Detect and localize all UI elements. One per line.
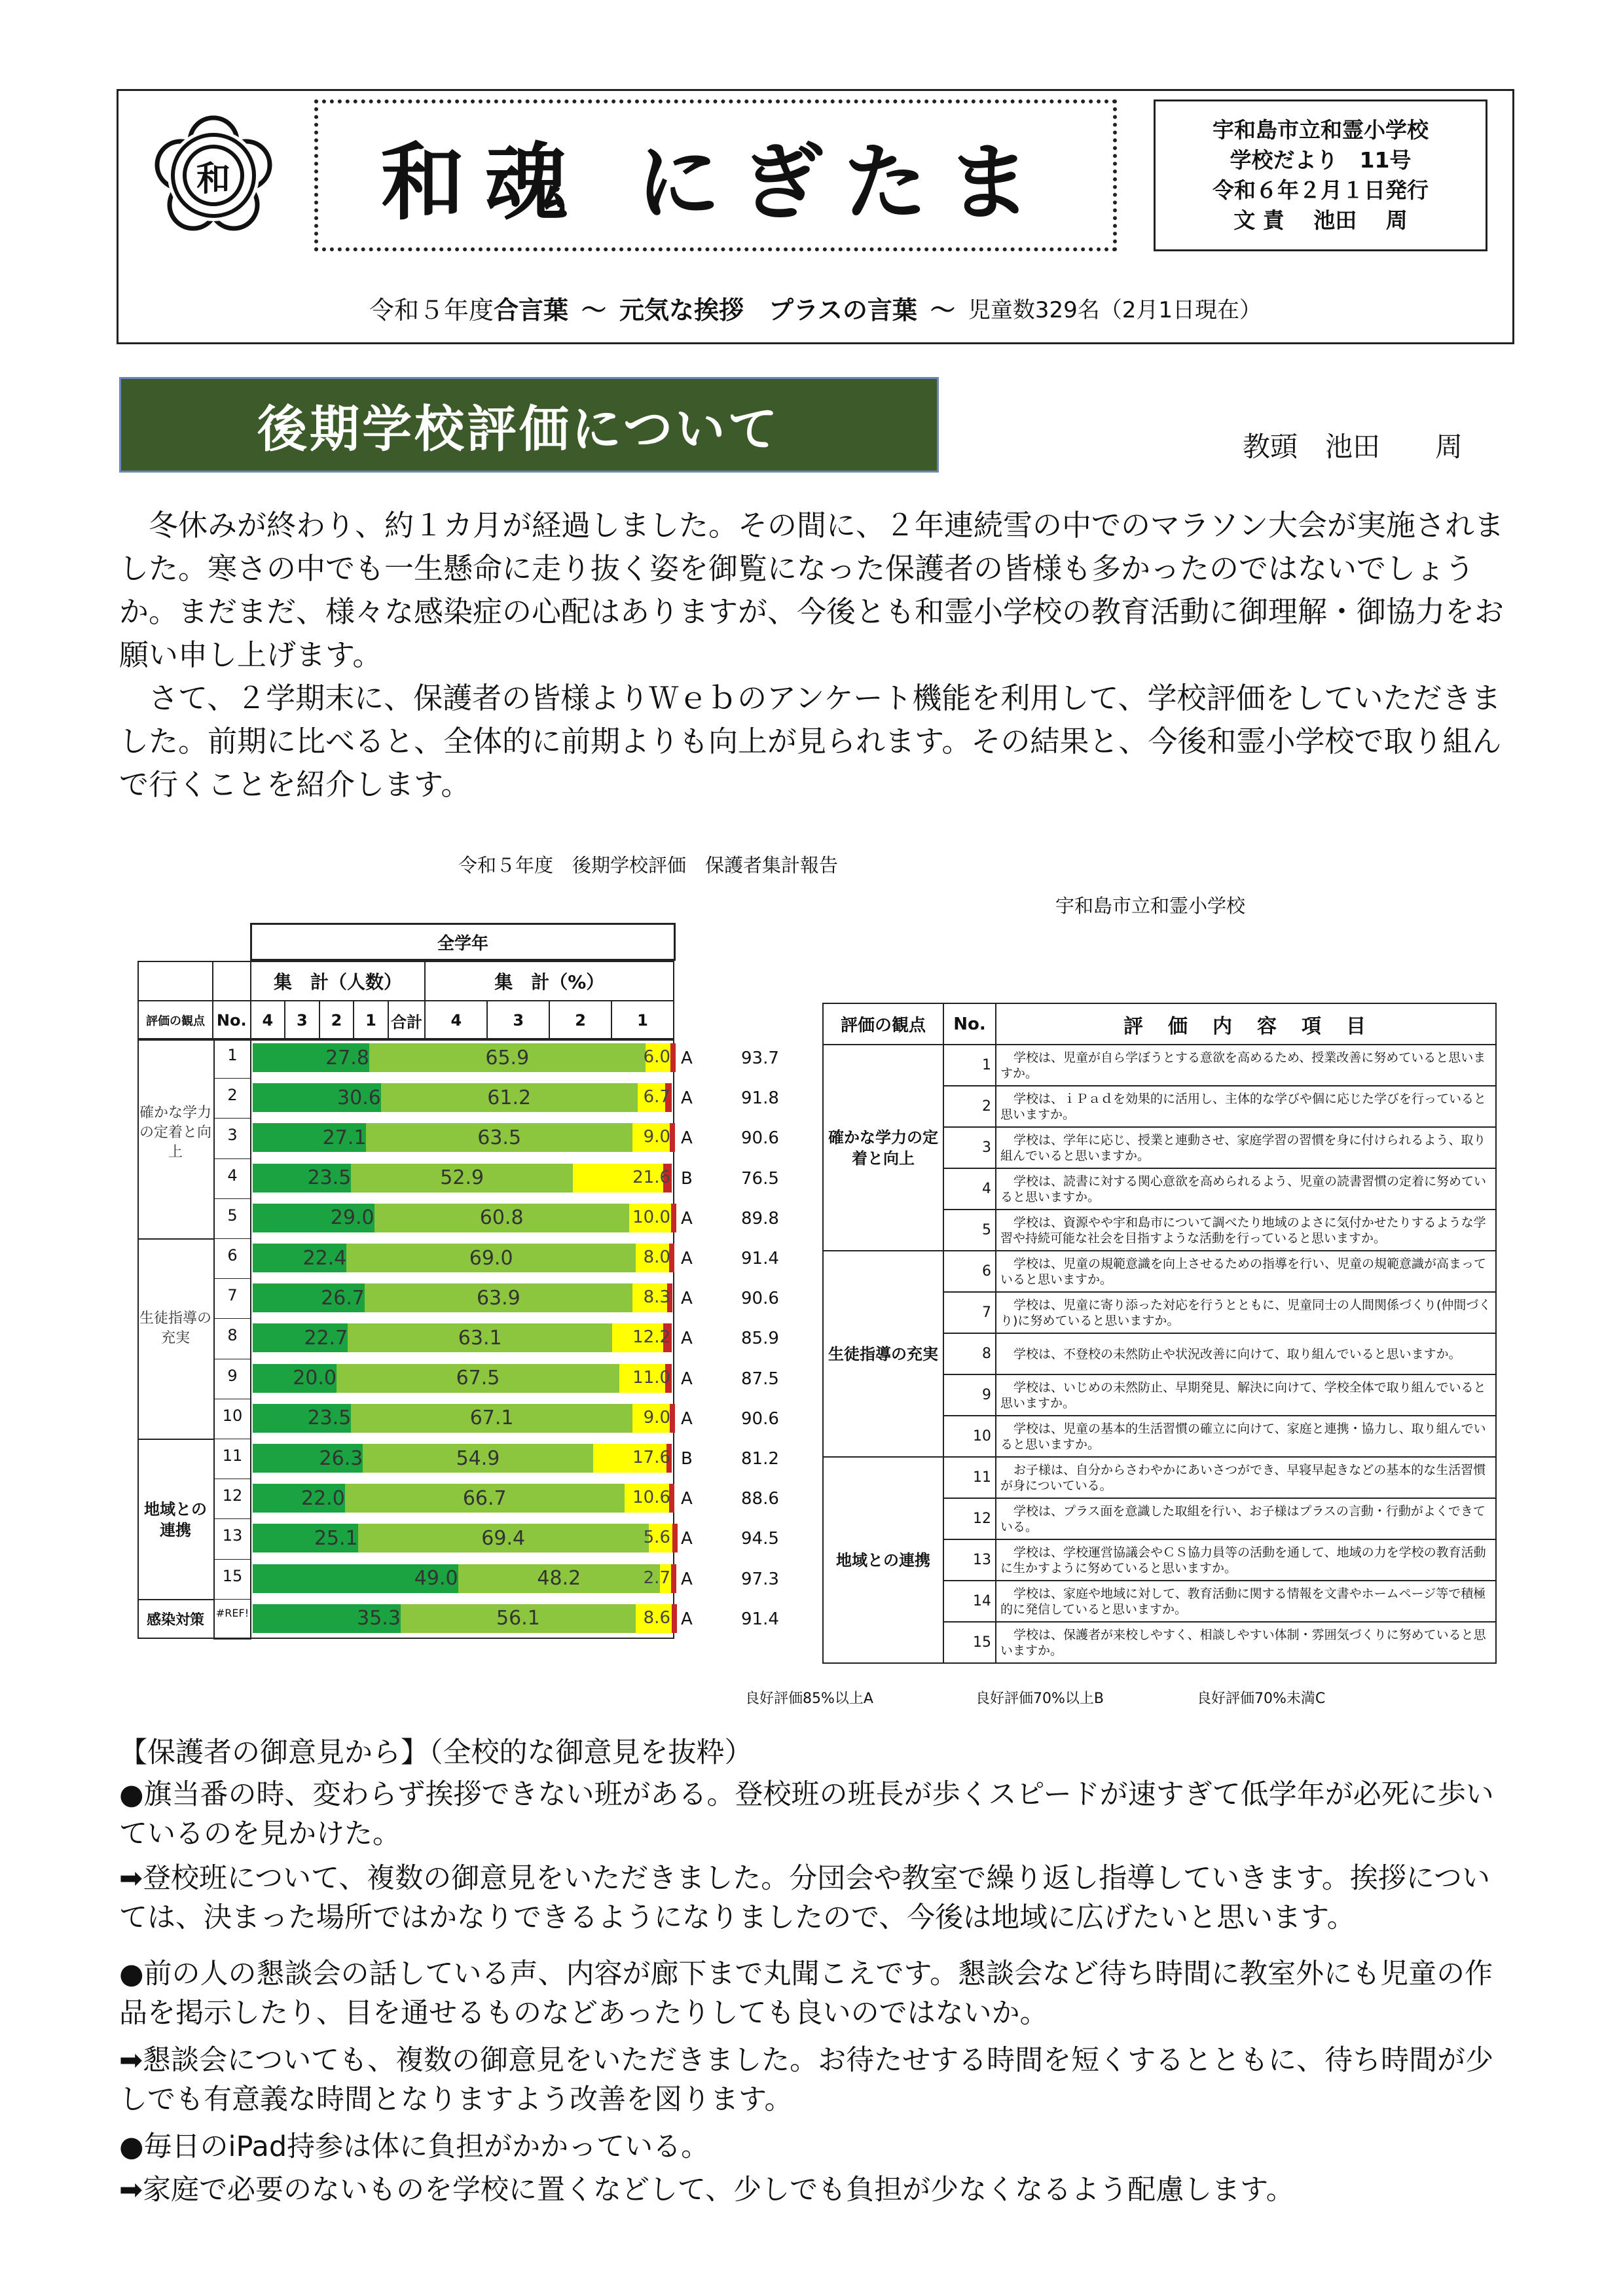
count-header: 集 計（人数）	[251, 961, 426, 1001]
bar-segment-4: 23.5	[253, 1164, 351, 1193]
group-label-academic: 確かな学力の定着と向上	[139, 1105, 211, 1160]
score-table	[137, 961, 674, 1041]
col-pct-1: 1	[611, 1001, 674, 1040]
row-number: 6	[227, 1246, 238, 1265]
report-title: 令和５年度 後期学校評価 保護者集計報告	[458, 854, 839, 876]
criteria-text: 学校は、保護者が来校しやすく、相談しやすい体制・雰囲気づくりに努めていると思いますか。	[996, 1622, 1496, 1663]
bar-minor-label: 11.0	[632, 1367, 670, 1388]
criteria-table	[822, 1003, 1497, 1664]
bar-minor-label: 17.6	[632, 1448, 670, 1467]
bar-minor-label: 5.6	[643, 1528, 670, 1548]
bar-segment-4: 22.4	[253, 1244, 346, 1272]
bar-segment-3: 54.9	[363, 1444, 593, 1473]
reply-3: ➡家庭で必要のないものを学校に置くなどして、少しでも負担が少なくなるよう配慮します。	[119, 2174, 1294, 2206]
newsletter-title-frame	[314, 99, 1117, 251]
bar-segment-3: 60.8	[374, 1204, 629, 1232]
bar-minor-label: 10.6	[632, 1488, 670, 1508]
bar-segment-3: 65.9	[369, 1043, 646, 1072]
motto-prefix: 令和５年度	[369, 295, 494, 325]
issue-writer: 文 責 池田 周	[1233, 207, 1408, 233]
criteria-rows	[823, 1045, 1496, 1663]
bar-minor-label: 12.2	[632, 1327, 670, 1348]
bar-minor-label: 21.6	[632, 1167, 670, 1187]
bar-segment-3: 67.5	[337, 1364, 619, 1393]
bar-segment-4: 26.3	[253, 1444, 363, 1473]
col-pct-4: 4	[425, 1001, 487, 1040]
col-count-4: 4	[251, 1001, 285, 1040]
bar-segment-3: 66.7	[345, 1484, 625, 1513]
bar-segment-4: 26.7	[253, 1283, 365, 1312]
pct-header: 集 計（%）	[425, 961, 674, 1001]
bar-segment-4: 22.0	[253, 1484, 345, 1513]
bar-segment-1	[672, 1604, 677, 1633]
bar-segment-3: 63.9	[365, 1283, 632, 1312]
col-count-2: 2	[319, 1001, 354, 1040]
row-rate: 89.8	[741, 1208, 779, 1229]
row-line	[213, 1118, 251, 1119]
bar-segment-1	[670, 1123, 675, 1152]
row-rate: 85.9	[741, 1329, 779, 1349]
row-grade: A	[681, 1049, 693, 1068]
group-label-community: 地域との連携	[144, 1500, 207, 1539]
row-rate: 91.4	[741, 1609, 779, 1629]
criteria-no: 10	[943, 1416, 996, 1457]
bar-segment-3: 69.4	[358, 1524, 649, 1552]
row-line	[213, 1599, 251, 1600]
row-line	[213, 1198, 251, 1199]
motto-tilde-1: ～	[581, 295, 606, 325]
criteria-row	[823, 1251, 1496, 1292]
row-line	[213, 1518, 251, 1519]
motto-tilde-2: ～	[930, 295, 955, 325]
section-author: 教頭 池田 周	[1243, 431, 1463, 463]
bar-minor-label: 10.0	[632, 1207, 670, 1227]
bar-segment-4: 20.0	[253, 1364, 337, 1393]
row-rate: 81.2	[741, 1449, 779, 1469]
row-line	[213, 1078, 251, 1079]
group-divider	[137, 1599, 213, 1600]
bar-segment-3: 63.5	[366, 1123, 632, 1152]
bar-segment-4: 29.0	[253, 1204, 374, 1232]
criteria-text: 学校は、児童の規範意識を向上させるための指導を行い、児童の規範意識が高まっていると思いますか。	[996, 1251, 1496, 1292]
bar-segment-3: 48.2	[458, 1564, 660, 1593]
opinion-1: ●旗当番の時、変わらず挨拶できない班がある。登校班の班長が歩くスピードが速すぎて低学年が必死に歩いているのを見かけた。	[119, 1778, 1494, 1850]
row-rate: 91.4	[741, 1249, 779, 1268]
row-rate: 93.7	[741, 1049, 779, 1068]
bar-segment-4: 23.5	[253, 1404, 351, 1433]
bar-minor-label: 8.0	[643, 1247, 670, 1267]
criteria-no: 6	[943, 1251, 996, 1292]
row-number: 5	[227, 1206, 238, 1225]
col-no: No.	[213, 1001, 251, 1040]
bar-segment-4: 25.1	[253, 1524, 358, 1552]
bar-segment-1	[671, 1564, 676, 1593]
criteria-no: 11	[943, 1457, 996, 1498]
rt-col-items: 評 価 内 容 項 目	[996, 1003, 1496, 1045]
criteria-row	[823, 1045, 1496, 1086]
row-line	[213, 1559, 251, 1560]
bar-segment-3: 56.1	[401, 1604, 636, 1633]
criteria-text: 学校は、いじめの未然防止、早期発見、解決に向けて、学校全体で取り組んでいると思いますか。	[996, 1374, 1496, 1416]
col-pct-3: 3	[487, 1001, 549, 1040]
bar-segment-3: 63.1	[348, 1323, 612, 1352]
criteria-group: 地域との連携	[823, 1457, 943, 1663]
row-number: 10	[222, 1406, 243, 1425]
bar-minor-label: 9.0	[643, 1407, 670, 1427]
student-count: 児童数329名（2月1日現在）	[968, 296, 1262, 323]
row-grade: A	[681, 1408, 693, 1429]
row-rate: 97.3	[741, 1569, 779, 1589]
col-count-1: 1	[354, 1001, 388, 1040]
criteria-no: 4	[943, 1168, 996, 1210]
row-line	[213, 1238, 251, 1239]
row-rate: 90.6	[741, 1289, 779, 1309]
bar-segment-3: 69.0	[346, 1244, 636, 1272]
opinion-3: ●毎日のiPad持参は体に負担がかかっている。	[119, 2130, 710, 2163]
bar-segment-4: 30.6	[253, 1083, 381, 1112]
criteria-no: 9	[943, 1374, 996, 1416]
bar-segment-4: 27.1	[253, 1123, 366, 1152]
group-label-infection: 感染対策	[146, 1612, 204, 1628]
row-number: 3	[227, 1126, 238, 1145]
row-grade: A	[681, 1369, 693, 1389]
bar-minor-label: 8.6	[643, 1607, 670, 1628]
criteria-text: 学校は、ｉＰａｄを効果的に活用し、主体的な学びや個に応じた学びを行っていると思いますか。	[996, 1086, 1496, 1127]
criteria-no: 5	[943, 1210, 996, 1251]
section-title: 後期学校評価について	[119, 377, 939, 473]
rt-col-viewpoint: 評価の観点	[823, 1003, 943, 1045]
bar-segment-4: 35.3	[253, 1604, 401, 1633]
row-grade: A	[681, 1529, 693, 1549]
row-grade: A	[681, 1329, 693, 1349]
bar-minor-label: 8.3	[643, 1287, 670, 1308]
row-rate: 91.8	[741, 1088, 779, 1109]
col-pct-2: 2	[549, 1001, 611, 1040]
criteria-text: 学校は、プラス面を意識した取組を行い、お子様はプラスの言動・行動がよくできている。	[996, 1498, 1496, 1539]
bar-segment-3: 61.2	[381, 1083, 638, 1112]
motto-label: 合言葉	[493, 295, 568, 325]
row-grade: A	[681, 1249, 693, 1268]
motto-line	[118, 281, 1513, 334]
col-count-3: 3	[285, 1001, 319, 1040]
row-number: 8	[227, 1326, 238, 1345]
report-school: 宇和島市立和霊小学校	[1055, 895, 1246, 917]
motto-phrase: 元気な挨拶 プラスの言葉	[619, 295, 917, 325]
bar-segment-3: 67.1	[351, 1404, 632, 1433]
criteria-no: 1	[943, 1045, 996, 1086]
criteria-text: 学校は、学校運営協議会やＣＳ協力員等の活動を通して、地域の力を学校の教育活動に生かすように努めていると思いますか。	[996, 1539, 1496, 1581]
row-number: 9	[227, 1366, 238, 1385]
bar-segment-1	[671, 1204, 676, 1232]
row-rate: 88.6	[741, 1489, 779, 1509]
row-number: 13	[222, 1526, 243, 1545]
criteria-no: 8	[943, 1333, 996, 1374]
criteria-text: 学校は、資源やや宇和島市について調べたり地域のよさに気付かせたりするような学習や持続可能な社会を目指すような活動を行っていると思いますか。	[996, 1210, 1496, 1251]
row-grade: A	[681, 1128, 693, 1149]
reply-2: ➡懇談会についても、複数の御意見をいただきました。お待たせする時間を短くするとともに、待ち時間が少しでも有意義な時間となりますよう改善を図ります。	[119, 2044, 1494, 2116]
row-rate: 94.5	[741, 1529, 779, 1549]
row-grade: A	[681, 1208, 693, 1229]
criteria-text: 学校は、学年に応じ、授業と連動させ、家庭学習の習慣を身に付けられるよう、取り組んでいると思いますか。	[996, 1127, 1496, 1168]
row-grade: A	[681, 1609, 693, 1629]
criteria-no: 14	[943, 1581, 996, 1622]
bar-segment-4: 27.8	[253, 1043, 369, 1072]
criteria-group: 確かな学力の定着と向上	[823, 1045, 943, 1251]
legend-c: 良好評価70%未満C	[1197, 1691, 1326, 1707]
row-rate: 90.6	[741, 1408, 779, 1429]
row-number: #REF!	[215, 1606, 249, 1619]
group-divider	[137, 1439, 213, 1440]
all-grades-header: 全学年	[250, 923, 676, 961]
row-grade: A	[681, 1289, 693, 1309]
criteria-text: 学校は、児童が自ら学ぼうとする意欲を高めるため、授業改善に努めていると思いますか。	[996, 1045, 1496, 1086]
emblem-text: 和	[196, 159, 230, 199]
issue-number: 学校だより 11号	[1230, 147, 1412, 173]
bar-segment-4: 49.0	[253, 1564, 458, 1593]
bar-segment-4: 22.7	[253, 1323, 348, 1352]
bar-segment-1	[672, 1524, 678, 1552]
intro-paragraph-2: さて、２学期末に、保護者の皆様よりＷｅｂのアンケート機能を利用して、学校評価をしていただきました。前期に比べると、全体的に前期よりも向上が見られます。その結果と、今後和霊小学校で取り組んで行くことを紹介します。	[119, 681, 1502, 802]
criteria-text: お子様は、自分からさわやかにあいさつができ、早寝早起きなどの基本的な生活習慣が身についている。	[996, 1457, 1496, 1498]
criteria-text: 学校は、家庭や地域に対して、教育活動に関する情報を文書やホームページ等で積極的に発信していると思いますか。	[996, 1581, 1496, 1622]
row-rate: 90.6	[741, 1128, 779, 1149]
row-number: 15	[222, 1566, 243, 1585]
issue-school: 宇和島市立和霊小学校	[1213, 117, 1429, 143]
issue-date: 令和６年２月１日発行	[1213, 177, 1429, 203]
row-line	[213, 1639, 251, 1640]
criteria-no: 2	[943, 1086, 996, 1127]
criteria-text: 学校は、不登校の未然防止や状況改善に向けて、取り組んでいると思いますか。	[996, 1333, 1496, 1374]
row-line	[213, 1278, 251, 1279]
row-grade: A	[681, 1088, 693, 1109]
bar-segment-1	[670, 1043, 676, 1072]
bar-minor-label: 2.7	[643, 1568, 670, 1588]
row-number: 1	[227, 1046, 238, 1064]
bar-minor-label: 6.7	[643, 1087, 670, 1107]
row-number: 7	[227, 1286, 238, 1305]
col-viewpoint: 評価の観点	[138, 1001, 213, 1040]
row-rate: 87.5	[741, 1369, 779, 1389]
bar-minor-label: 6.0	[643, 1047, 670, 1067]
score-grid-divider	[250, 1038, 251, 1639]
opinions-heading: 【保護者の御意見から】（全校的な御意見を抜粋）	[119, 1736, 753, 1769]
row-line	[213, 1318, 251, 1319]
criteria-no: 12	[943, 1498, 996, 1539]
bar-minor-label: 9.0	[643, 1127, 670, 1147]
newsletter-title: 和魂 にぎたま	[380, 134, 1051, 232]
row-line	[213, 1158, 251, 1159]
criteria-no: 13	[943, 1539, 996, 1581]
criteria-text: 学校は、児童に寄り添った対応を行うとともに、児童同士の人間関係づくり(仲間づくり)に努めていると思いますか。	[996, 1292, 1496, 1333]
row-grade: B	[681, 1449, 693, 1469]
intro-paragraph-1: 冬休みが終わり、約１カ月が経過しました。その間に、２年連続雪の中でのマラソン大会が実施されました。寒さの中でも一生懸命に走り抜く姿を御覧になった保護者の皆様も多かったのではないでしょうか。まだまだ、様々な感染症の心配はありますが、今後とも和霊小学校の教育活動に御理解・御協力をお願い申し上げます。	[119, 508, 1504, 672]
criteria-text: 学校は、児童の基本的生活習慣の確立に向けて、家庭と連携・協力し、取り組んでいると思いますか。	[996, 1416, 1496, 1457]
opinion-2: ●前の人の懇談会の話している声、内容が廊下まで丸聞こえです。懇談会など待ち時間に教室外にも児童の作品を掲示したり、目を通せるものなどあったりしても良いのではないか。	[119, 1958, 1493, 2030]
legend-b: 良好評価70%以上B	[976, 1691, 1104, 1707]
reply-1: ➡登校班について、複数の御意見をいただきました。分団会や教室で繰り返し指導していきます。挨拶については、決まった場所ではかなりできるようになりましたので、今後は地域に広げたいと思います。	[119, 1862, 1491, 1934]
criteria-no: 3	[943, 1127, 996, 1168]
criteria-text: 学校は、読書に対する関心意欲を高められるよう、児童の読書習慣の定着に努めていると思いますか。	[996, 1168, 1496, 1210]
row-grade: A	[681, 1489, 693, 1509]
criteria-row	[823, 1457, 1496, 1498]
bar-segment-1	[670, 1404, 675, 1433]
row-rate: 76.5	[741, 1168, 779, 1189]
criteria-no: 15	[943, 1622, 996, 1663]
row-number: 4	[227, 1166, 238, 1185]
legend-a: 良好評価85%以上A	[745, 1691, 873, 1707]
row-grade: B	[681, 1168, 693, 1189]
school-emblem-icon	[148, 110, 279, 241]
bar-segment-3: 52.9	[351, 1164, 573, 1193]
row-number: 2	[227, 1086, 238, 1105]
row-grade: A	[681, 1569, 693, 1589]
rt-col-no: No.	[943, 1003, 996, 1045]
col-count-total: 合計	[388, 1001, 426, 1040]
criteria-no: 7	[943, 1292, 996, 1333]
issue-info	[1154, 99, 1487, 251]
criteria-group: 生徒指導の充実	[823, 1251, 943, 1457]
row-number: 12	[222, 1486, 243, 1505]
group-divider	[137, 1238, 213, 1240]
row-number: 11	[222, 1446, 243, 1465]
group-label-guidance: 生徒指導の充実	[139, 1310, 211, 1346]
